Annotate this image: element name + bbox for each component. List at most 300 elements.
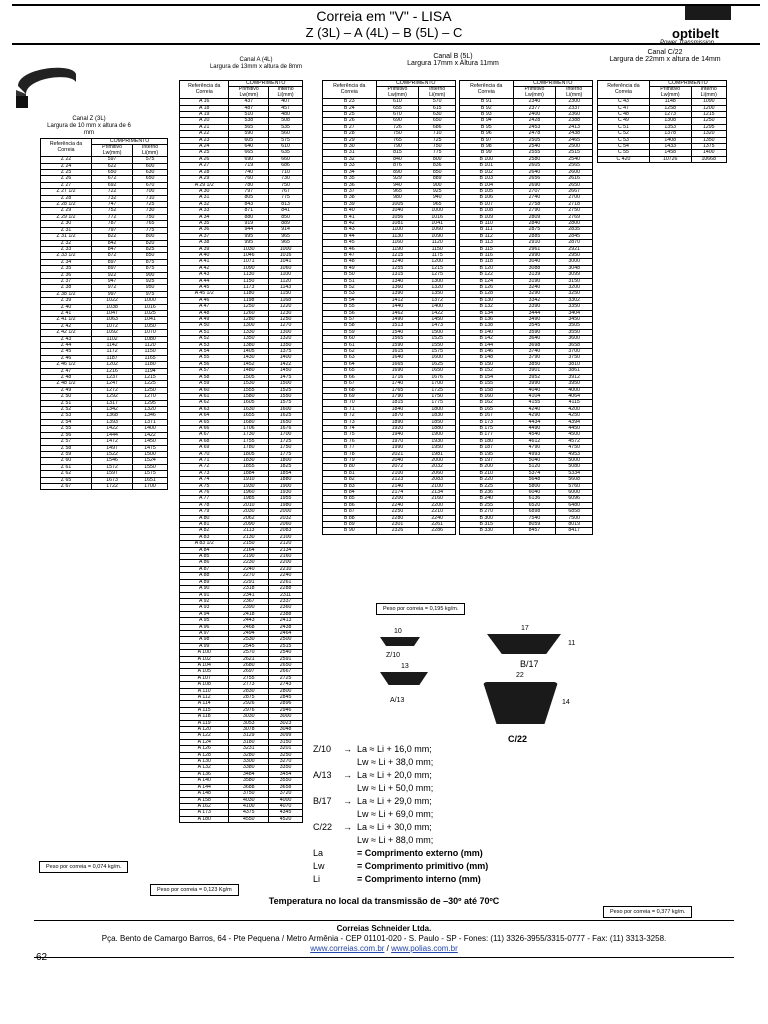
- primitive-cell: 2090: [229, 522, 269, 528]
- primitive-cell: 2270: [229, 573, 269, 579]
- primitive-cell: 1368: [92, 413, 133, 419]
- internal-cell: 4070: [269, 803, 303, 809]
- ref-cell: A 61: [180, 393, 229, 399]
- internal-cell: 2921: [556, 246, 593, 252]
- primitive-cell: 972: [92, 285, 133, 291]
- formula-text: Lw ≈ Li + 88,0 mm;: [357, 835, 434, 845]
- formula-row: [313, 808, 488, 821]
- ref-cell: A 107: [180, 675, 229, 681]
- ref-cell: A 46: [180, 297, 229, 303]
- ref-cell: Z 27: [41, 182, 92, 188]
- formula-row: [313, 821, 488, 834]
- primitive-cell: 3231: [229, 746, 269, 752]
- ref-cell: B 236: [460, 490, 514, 496]
- internal-cell: 710: [269, 169, 303, 175]
- primitive-cell: 940: [376, 182, 419, 188]
- ref-cell: A 90: [180, 586, 229, 592]
- primitive-cell: 1300: [229, 323, 269, 329]
- arrow-icon: →: [343, 770, 352, 780]
- internal-cell: 7500: [556, 515, 593, 521]
- ref-cell: A 102: [180, 656, 229, 662]
- ref-cell: A 148: [180, 791, 229, 797]
- ref-cell: B 44: [323, 233, 377, 239]
- primitive-cell: 6136: [513, 496, 556, 502]
- internal-cell: 3099: [269, 733, 303, 739]
- ref-cell: B 88: [323, 515, 377, 521]
- a-profile-icon: [380, 672, 428, 685]
- primitive-cell: 1497: [92, 445, 133, 451]
- formula-profile: [313, 808, 343, 821]
- formula-row: [313, 743, 488, 756]
- ref-cell: B 25: [323, 112, 377, 118]
- internal-cell: 813: [269, 201, 303, 207]
- ref-cell: B 41: [323, 214, 377, 220]
- internal-cell: 2591: [269, 656, 303, 662]
- col-primitive-header: Primitivo Lw(mm): [513, 87, 556, 99]
- c-channel-label: [600, 49, 730, 63]
- formula-text: Lw ≈ Li + 38,0 mm;: [357, 757, 434, 767]
- internal-cell: 1980: [269, 502, 303, 508]
- internal-cell: 457: [269, 105, 303, 111]
- ref-cell: A 23: [180, 137, 229, 143]
- primitive-cell: 665: [229, 150, 269, 156]
- c-channel-dims: Largura de 22mm x altura de 14mm: [609, 56, 721, 63]
- internal-cell: 3912: [556, 374, 593, 380]
- internal-cell: 1422: [133, 432, 168, 438]
- primitive-cell: 3280: [229, 752, 269, 758]
- ref-cell: A 89: [180, 579, 229, 585]
- a-weight-note: Peso por correia = 0,123 Kg/m: [150, 884, 239, 896]
- primitive-cell: 1640: [376, 355, 419, 361]
- internal-cell: 6000: [556, 490, 593, 496]
- internal-cell: 700: [133, 189, 168, 195]
- ref-cell: B 23: [323, 99, 377, 105]
- primitive-cell: 2990: [513, 252, 556, 258]
- internal-cell: 1215: [419, 265, 456, 271]
- primitive-cell: 2530: [229, 637, 269, 643]
- ref-cell: A 66: [180, 425, 229, 431]
- ref-cell: B 300: [460, 515, 514, 521]
- ref-cell: A 33: [180, 208, 229, 214]
- ref-cell: B 103: [460, 176, 514, 182]
- internal-cell: 1200: [419, 259, 456, 265]
- internal-cell: 1525: [419, 336, 456, 342]
- primitive-cell: 2318: [229, 586, 269, 592]
- internal-cell: 3404: [556, 310, 593, 316]
- internal-cell: 3270: [269, 759, 303, 765]
- internal-cell: 3250: [556, 291, 593, 297]
- ref-cell: Z 34: [41, 259, 92, 265]
- internal-cell: 900: [133, 272, 168, 278]
- internal-cell: 1930: [269, 490, 303, 496]
- primitive-cell: 947: [92, 278, 133, 284]
- primitive-cell: 1072: [92, 323, 133, 329]
- primitive-cell: 4550: [229, 816, 269, 822]
- internal-cell: 2120: [269, 541, 303, 547]
- ref-cell: B 28: [323, 131, 377, 137]
- internal-cell: 1041: [133, 317, 168, 323]
- internal-cell: 1320: [691, 131, 727, 137]
- internal-cell: 750: [133, 214, 168, 220]
- primitive-cell: 1250: [229, 304, 269, 310]
- internal-cell: 2600: [556, 169, 593, 175]
- internal-cell: 1250: [691, 118, 727, 124]
- ref-cell: C 53: [598, 137, 650, 143]
- col-length-header: COMPRIMENTO: [513, 81, 592, 87]
- ref-cell: B 39: [323, 201, 377, 207]
- ref-cell: B 36: [323, 182, 377, 188]
- a-width-label: 13: [401, 663, 409, 670]
- internal-cell: 3454: [269, 771, 303, 777]
- ref-cell: A 86: [180, 560, 229, 566]
- ref-cell: A 64: [180, 413, 229, 419]
- ref-cell: B 104: [460, 182, 514, 188]
- primitive-cell: 3129: [229, 733, 269, 739]
- internal-cell: 1371: [133, 419, 168, 425]
- ref-cell: B 173: [460, 419, 514, 425]
- primitive-cell: 1081: [376, 220, 419, 226]
- internal-cell: 1900: [269, 483, 303, 489]
- primitive-cell: 5648: [513, 477, 556, 483]
- formula-profile: [313, 782, 343, 795]
- primitive-cell: 847: [92, 246, 133, 252]
- internal-cell: 875: [133, 259, 168, 265]
- ref-cell: A 136: [180, 771, 229, 777]
- v-belt-illustration: [12, 56, 82, 114]
- internal-cell: 1550: [133, 464, 168, 470]
- ref-cell: A 19: [180, 112, 229, 118]
- internal-cell: 1120: [419, 240, 456, 246]
- internal-cell: 975: [133, 291, 168, 297]
- ref-cell: A 68: [180, 438, 229, 444]
- internal-cell: 750: [419, 144, 456, 150]
- legend-row: [313, 873, 488, 886]
- ref-cell: Z 31 1/2: [41, 234, 92, 240]
- internal-cell: 1575: [133, 471, 168, 477]
- ref-cell: B 134: [460, 310, 514, 316]
- primitive-cell: 2140: [376, 483, 419, 489]
- internal-cell: 2540: [269, 650, 303, 656]
- primitive-cell: 1102: [92, 336, 133, 342]
- primitive-cell: 2240: [376, 502, 419, 508]
- internal-cell: 2438: [556, 131, 593, 137]
- ref-cell: B 100: [460, 156, 514, 162]
- primitive-cell: 3030: [229, 714, 269, 720]
- ref-cell: B 43: [323, 227, 377, 233]
- ref-cell: A 31: [180, 195, 229, 201]
- primitive-cell: 3990: [513, 381, 556, 387]
- internal-cell: 2083: [419, 477, 456, 483]
- internal-cell: 1100: [269, 272, 303, 278]
- internal-cell: 3023: [269, 720, 303, 726]
- ref-cell: B 108: [460, 208, 514, 214]
- internal-cell: 2515: [269, 643, 303, 649]
- primitive-cell: 3053: [229, 720, 269, 726]
- ref-cell: A 105: [180, 669, 229, 675]
- primitive-cell: 752: [92, 208, 133, 214]
- ref-cell: B 86: [323, 502, 377, 508]
- ref-cell: A 108: [180, 682, 229, 688]
- primitive-cell: 2961: [513, 246, 556, 252]
- ref-cell: Z 45: [41, 349, 92, 355]
- ref-cell: B 102: [460, 169, 514, 175]
- ref-cell: B 225: [460, 483, 514, 489]
- primitive-cell: 3300: [229, 759, 269, 765]
- ref-cell: B 113: [460, 240, 514, 246]
- ref-cell: B 124: [460, 278, 514, 284]
- arrow-icon: →: [343, 796, 352, 806]
- legend-symbol: Li: [313, 874, 321, 884]
- ref-cell: B 109: [460, 214, 514, 220]
- internal-cell: 775: [269, 195, 303, 201]
- primitive-cell: 2680: [229, 662, 269, 668]
- internal-cell: 1830: [419, 413, 456, 419]
- primitive-cell: 840: [376, 156, 419, 162]
- primitive-cell: 2150: [229, 541, 269, 547]
- internal-cell: 2261: [269, 579, 303, 585]
- primitive-cell: 3590: [513, 329, 556, 335]
- col-internal-header: Interno Li(mm): [419, 87, 456, 99]
- primitive-cell: 1940: [376, 432, 419, 438]
- ref-cell: B 74: [323, 425, 377, 431]
- ref-cell: Z 22: [41, 157, 92, 163]
- primitive-cell: 965: [376, 188, 419, 194]
- col-primitive-header: Primitivo Lw(mm): [649, 87, 691, 99]
- ref-cell: Z 42: [41, 323, 92, 329]
- primitive-cell: 1458: [649, 150, 691, 156]
- c-profile-label: C/22: [508, 734, 528, 744]
- internal-cell: 650: [419, 118, 456, 124]
- ref-cell: B 83: [323, 483, 377, 489]
- c-height-label: 14: [562, 699, 570, 706]
- col-ref-header: Referência da Correia: [598, 81, 650, 99]
- internal-cell: 3861: [556, 368, 593, 374]
- ref-cell: A 88: [180, 573, 229, 579]
- primitive-cell: 1546: [92, 458, 133, 464]
- internal-cell: 2540: [556, 156, 593, 162]
- ref-cell: A 122: [180, 733, 229, 739]
- website-link-correias[interactable]: www.correias.com.br: [310, 944, 385, 953]
- ref-cell: Z 28: [41, 195, 92, 201]
- primitive-cell: 565: [229, 124, 269, 130]
- ref-cell: B 31: [323, 150, 377, 156]
- primitive-cell: 1092: [92, 330, 133, 336]
- optibelt-logo-mark: [685, 6, 731, 20]
- formula-text: La ≈ Li + 16,0 mm;: [357, 744, 432, 754]
- internal-cell: 850: [419, 169, 456, 175]
- internal-cell: 1041: [269, 259, 303, 265]
- primitive-cell: 2926: [229, 701, 269, 707]
- ref-cell: B 118: [460, 259, 514, 265]
- a-belt-table: [179, 80, 303, 823]
- table-row: [180, 816, 303, 822]
- internal-cell: 1825: [269, 464, 303, 470]
- ref-cell: B 33: [323, 163, 377, 169]
- internal-cell: 1850: [419, 419, 456, 425]
- internal-cell: 1880: [269, 477, 303, 483]
- primitive-cell: 655: [376, 105, 419, 111]
- primitive-cell: 6898: [513, 509, 556, 515]
- internal-cell: 686: [419, 124, 456, 130]
- c-weight-note: Peso por correia = 0,377 kg/m.: [603, 906, 692, 918]
- ref-cell: C 55: [598, 150, 650, 156]
- primitive-cell: 772: [92, 214, 133, 220]
- ref-cell: A 41: [180, 259, 229, 265]
- primitive-cell: 1412: [376, 297, 419, 303]
- internal-cell: 5608: [556, 477, 593, 483]
- z-channel-name: Canal Z (3L): [72, 116, 106, 122]
- primitive-cell: 797: [92, 227, 133, 233]
- internal-cell: 940: [419, 195, 456, 201]
- primitive-cell: 2123: [376, 477, 419, 483]
- internal-cell: 2718: [556, 201, 593, 207]
- ref-cell: A 79: [180, 509, 229, 515]
- primitive-cell: 2656: [513, 176, 556, 182]
- col-ref-header: Referência da Correia: [323, 81, 377, 99]
- ref-cell: B 240: [460, 496, 514, 502]
- internal-cell: 2743: [269, 682, 303, 688]
- primitive-cell: 1315: [376, 272, 419, 278]
- primitive-cell: 2555: [513, 150, 556, 156]
- primitive-cell: 1071: [229, 259, 269, 265]
- primitive-cell: 2697: [229, 669, 269, 675]
- website-link-polias[interactable]: www.polias.com.br: [391, 944, 458, 953]
- internal-cell: 3150: [556, 278, 593, 284]
- primitive-cell: 1190: [376, 246, 419, 252]
- ref-cell: A 73: [180, 470, 229, 476]
- ref-cell: B 80: [323, 464, 377, 470]
- ref-cell: Z 31: [41, 227, 92, 233]
- internal-cell: 686: [269, 163, 303, 169]
- primitive-cell: 4790: [513, 445, 556, 451]
- primitive-cell: 610: [376, 99, 419, 105]
- primitive-cell: 1317: [92, 400, 133, 406]
- internal-cell: 1050: [133, 323, 168, 329]
- internal-cell: 2870: [556, 240, 593, 246]
- formula-text: La ≈ Li + 30,0 mm;: [357, 822, 432, 832]
- internal-cell: 2667: [269, 669, 303, 675]
- ref-cell: B 130: [460, 297, 514, 303]
- ref-cell: A 162: [180, 803, 229, 809]
- internal-cell: 1090: [691, 99, 727, 105]
- ref-cell: B 72: [323, 413, 377, 419]
- internal-cell: 850: [133, 253, 168, 259]
- internal-cell: 2261: [419, 522, 456, 528]
- internal-cell: 2083: [269, 528, 303, 534]
- primitive-cell: 1202: [92, 362, 133, 368]
- internal-cell: 965: [269, 240, 303, 246]
- ref-cell: A 180: [180, 816, 229, 822]
- internal-cell: 3150: [269, 739, 303, 745]
- b-channel-dims: Largura 17mm x Altura 11mm: [407, 60, 499, 67]
- primitive-cell: 2418: [229, 611, 269, 617]
- primitive-cell: 3740: [513, 349, 556, 355]
- primitive-cell: 3190: [513, 278, 556, 284]
- internal-cell: 889: [419, 176, 456, 182]
- ref-cell: B 148: [460, 355, 514, 361]
- primitive-cell: 2291: [229, 579, 269, 585]
- primitive-cell: 692: [92, 182, 133, 188]
- primitive-cell: 8457: [513, 528, 556, 534]
- b-height-label: 11: [568, 640, 576, 647]
- ref-cell: A 87: [180, 566, 229, 572]
- formula-profile: B/17: [313, 796, 332, 806]
- ref-cell: A 37: [180, 233, 229, 239]
- ref-cell: A 115: [180, 707, 229, 713]
- ref-cell: A 25: [180, 150, 229, 156]
- ref-cell: A 56: [180, 361, 229, 367]
- primitive-cell: 1142: [92, 343, 133, 349]
- primitive-cell: 8059: [513, 522, 556, 528]
- primitive-cell: 1605: [229, 400, 269, 406]
- ref-cell: B 54: [323, 297, 377, 303]
- primitive-cell: 1330: [229, 329, 269, 335]
- ref-cell: Z 33 1/2: [41, 253, 92, 259]
- primitive-cell: 2443: [229, 618, 269, 624]
- ref-cell: B 65: [323, 368, 377, 374]
- primitive-cell: 1342: [92, 407, 133, 413]
- internal-cell: 1700: [133, 483, 168, 489]
- internal-cell: 1525: [269, 387, 303, 393]
- ref-cell: B 112: [460, 233, 514, 239]
- ref-cell: B 93: [460, 112, 514, 118]
- ref-cell: B 34: [323, 169, 377, 175]
- internal-cell: 1450: [419, 317, 456, 323]
- ref-cell: Z 44: [41, 343, 92, 349]
- page-subtitle: Z (3L) – A (4L) – B (5L) – C: [305, 25, 463, 40]
- ref-cell: B 90: [323, 528, 377, 534]
- primitive-cell: 1408: [649, 137, 691, 143]
- internal-cell: 1150: [133, 349, 168, 355]
- ref-cell: A 119: [180, 720, 229, 726]
- length-formulas: [313, 743, 488, 886]
- internal-cell: 900: [419, 182, 456, 188]
- primitive-cell: 1173: [229, 285, 269, 291]
- internal-cell: 1955: [269, 496, 303, 502]
- ref-cell: B 255: [460, 502, 514, 508]
- internal-cell: 6858: [556, 509, 593, 515]
- ref-cell: Z 48: [41, 375, 92, 381]
- primitive-cell: 1505: [229, 374, 269, 380]
- primitive-cell: 2190: [229, 554, 269, 560]
- internal-cell: 1422: [419, 310, 456, 316]
- ref-cell: B 315: [460, 522, 514, 528]
- internal-cell: 2700: [556, 195, 593, 201]
- primitive-cell: 2010: [229, 502, 269, 508]
- primitive-cell: 2505: [513, 137, 556, 143]
- ref-cell: A 53: [180, 342, 229, 348]
- internal-cell: 1295: [133, 400, 168, 406]
- primitive-cell: 726: [376, 124, 419, 130]
- internal-cell: 1700: [269, 432, 303, 438]
- internal-cell: 2360: [269, 605, 303, 611]
- ref-cell: B 136: [460, 317, 514, 323]
- internal-cell: 1775: [419, 400, 456, 406]
- primitive-cell: 922: [92, 272, 133, 278]
- internal-cell: 600: [133, 163, 168, 169]
- ref-cell: A 71: [180, 457, 229, 463]
- internal-cell: 1350: [269, 342, 303, 348]
- primitive-cell: 1490: [376, 317, 419, 323]
- internal-cell: 825: [133, 246, 168, 252]
- primitive-cell: 597: [92, 157, 133, 163]
- primitive-cell: 2301: [376, 522, 419, 528]
- primitive-cell: 805: [229, 195, 269, 201]
- primitive-cell: 1040: [376, 208, 419, 214]
- ref-cell: B 42: [323, 220, 377, 226]
- primitive-cell: 3952: [513, 374, 556, 380]
- ref-cell: B 75: [323, 432, 377, 438]
